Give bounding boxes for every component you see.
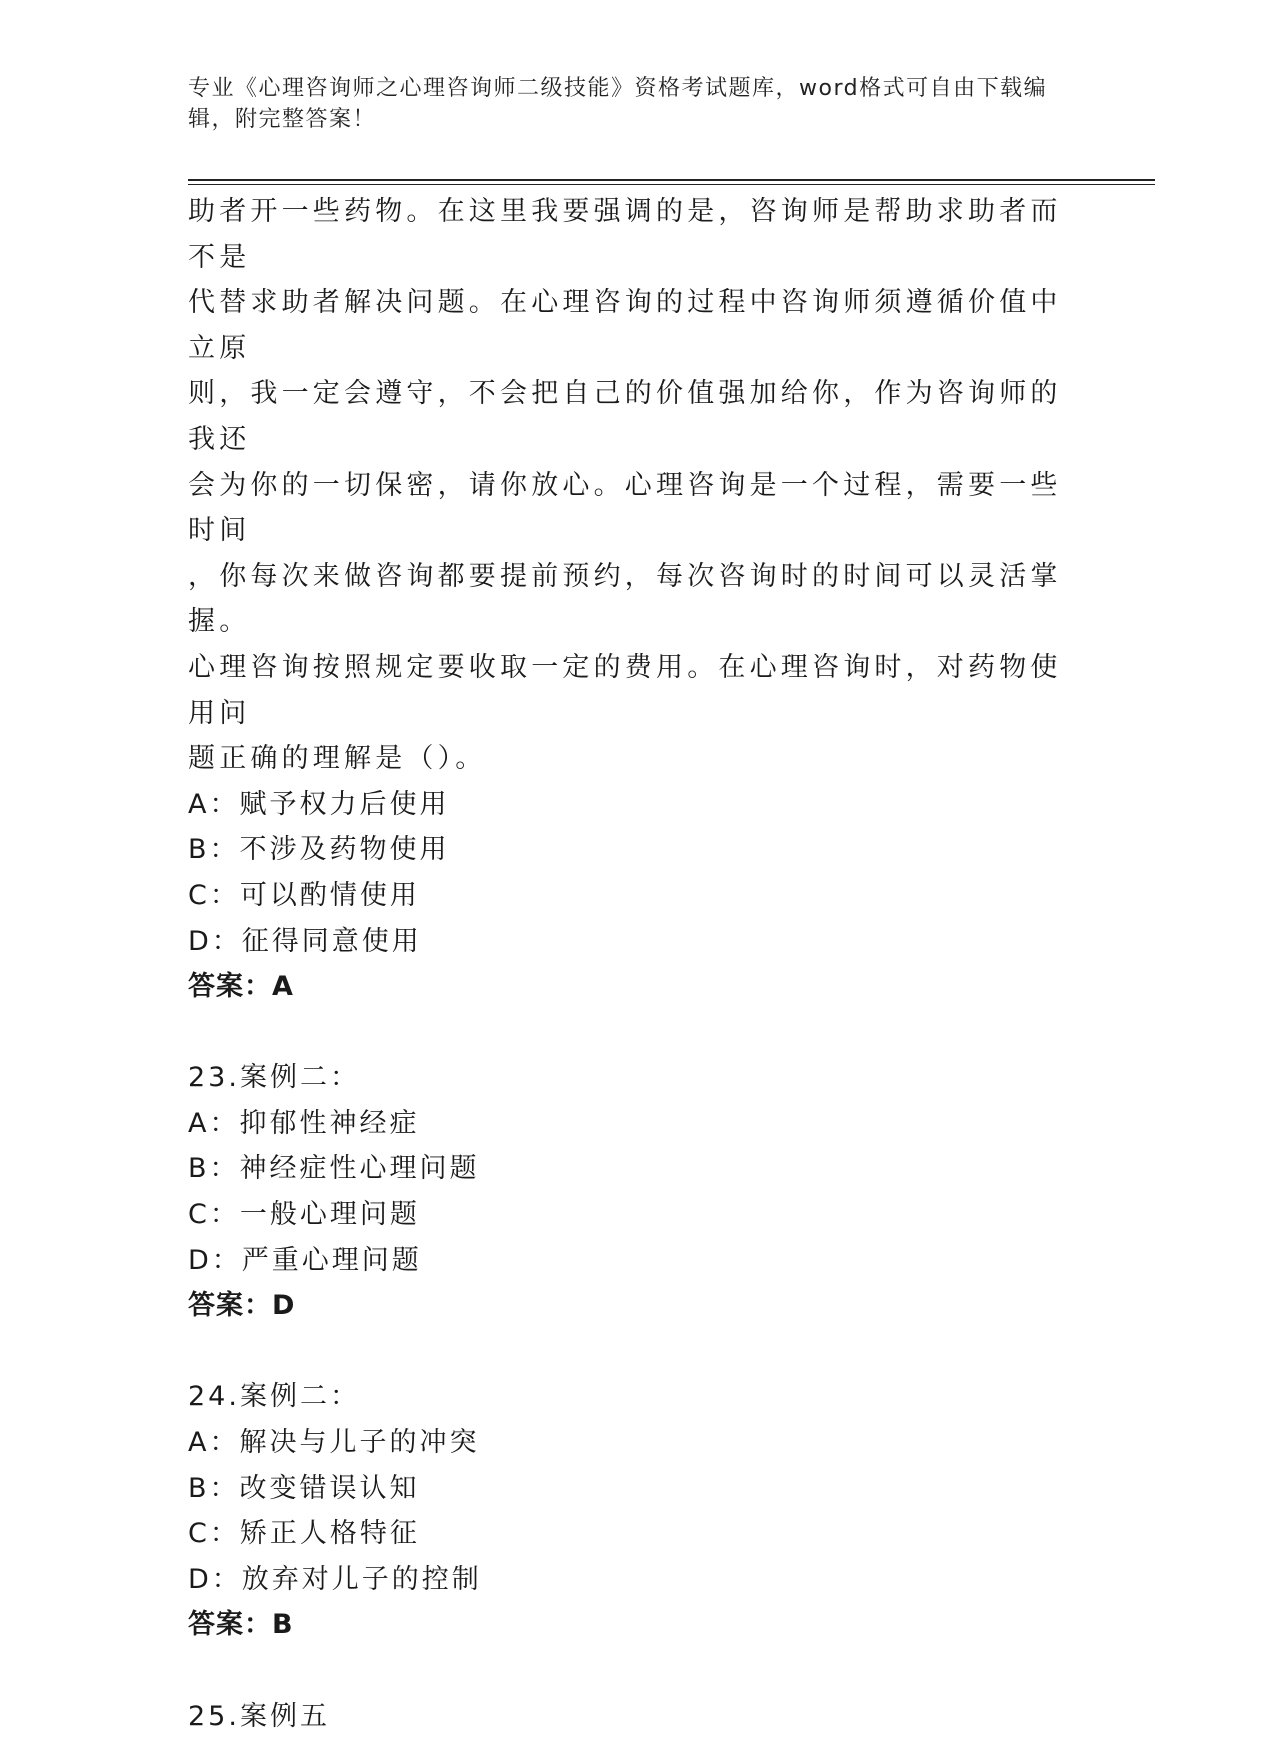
question-stem-line: 题正确的理解是（）。 (188, 743, 487, 775)
option-b: B：不涉及药物使用 (188, 834, 450, 866)
answer-label: 答案：D (188, 1290, 296, 1322)
question-24 (188, 1374, 1088, 1648)
question-22-continued (188, 189, 1088, 1010)
question-title: 25.案例五 (188, 1700, 330, 1732)
answer-label: 答案：A (188, 971, 294, 1003)
question-stem-line: 心理咨询按照规定要收取一定的费用。在心理咨询时，对药物使用问 (188, 651, 1062, 729)
header-rule-thick (188, 179, 1155, 181)
option-d: D：严重心理问题 (188, 1244, 422, 1276)
answer-label: 答案：B (188, 1609, 294, 1641)
header-text: 专业《心理咨询师之心理咨询师二级技能》资格考试题库，word格式可自由下载编辑，附完整答案！ (188, 76, 1048, 132)
option-d: D：放弃对儿子的控制 (188, 1563, 482, 1595)
question-title: 23.案例二： (188, 1062, 360, 1094)
header-rule-thin (188, 184, 1155, 185)
question-23 (188, 1055, 1088, 1329)
option-a: A：赋予权力后使用 (188, 788, 450, 820)
question-stem-line: 代替求助者解决问题。在心理咨询的过程中咨询师须遵循价值中立原 (188, 287, 1062, 364)
document-body (188, 189, 1088, 1739)
option-b: B：改变错误认知 (188, 1472, 420, 1504)
option-c: C：矫正人格特征 (188, 1518, 420, 1550)
question-25 (188, 1694, 1088, 1739)
question-stem-line: 助者开一些药物。在这里我要强调的是，咨询师是帮助求助者而不是 (188, 196, 1062, 273)
option-b: B：神经症性心理问题 (188, 1153, 480, 1185)
option-a: A：抑郁性神经症 (188, 1107, 420, 1139)
question-stem-line: 则，我一定会遵守，不会把自己的价值强加给你，作为咨询师的我还 (188, 378, 1062, 455)
question-title: 24.案例二： (188, 1381, 360, 1413)
question-stem-line: 会为你的一切保密，请你放心。心理咨询是一个过程，需要一些时间 (188, 469, 1062, 547)
document-header (188, 73, 1068, 135)
option-a: A：解决与儿子的冲突 (188, 1427, 480, 1459)
question-stem-line: ，你每次来做咨询都要提前预约，每次咨询时的时间可以灵活掌握。 (188, 560, 1062, 638)
option-c: C：一般心理问题 (188, 1199, 420, 1231)
option-d: D：征得同意使用 (188, 925, 422, 957)
option-c: C：可以酌情使用 (188, 879, 420, 911)
